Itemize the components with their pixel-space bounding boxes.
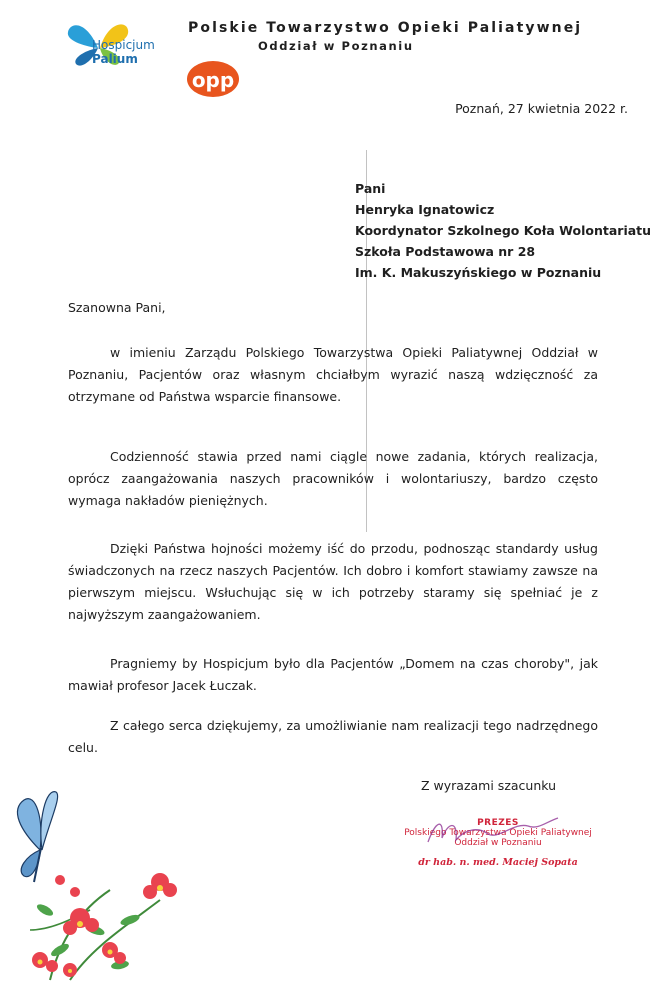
stamp-organization: Polskiego Towarzystwa Opieki Paliatywnej	[404, 828, 592, 838]
opp-badge-text: opp	[191, 68, 235, 92]
stamp-signatory-name: dr hab. n. med. Maciej Sopata	[418, 857, 578, 868]
body-paragraph: Z całego serca dziękujemy, za umożliwianie nam realizacji tego nadrzędnego celu.	[68, 718, 598, 755]
butterfly-flowers-decoration-icon	[0, 780, 200, 990]
organization-branch: Oddział w Poznaniu	[258, 39, 414, 53]
closing-phrase: Z wyrazami szacunku	[421, 778, 557, 793]
body-paragraph: Codzienność stawia przed nami ciągle nowe zadania, których realizacja, oprócz zaangażowania naszych pracowników i wolontariuszy, bardzo często wymaga nakładów pieniężnych.	[68, 449, 598, 508]
recipient-line: Henryka Ignatowicz	[355, 202, 495, 217]
salutation: Szanowna Pani,	[68, 300, 166, 315]
recipient-line: Koordynator Szkolnego Koła Wolontariatu	[355, 223, 652, 238]
stamp-title: PREZES	[477, 818, 519, 828]
recipient-line: Szkoła Podstawowa nr 28	[355, 244, 536, 259]
recipient-line: Pani	[355, 181, 386, 196]
logo-text-palium: Palium	[92, 52, 138, 66]
organization-name: Polskie Towarzystwo Opieki Paliatywnej	[188, 20, 583, 36]
logo-text-hospicjum: Hospicjum	[92, 38, 155, 52]
stamp-branch: Oddział w Poznaniu	[454, 838, 542, 848]
body-paragraph: w imieniu Zarządu Polskiego Towarzystwa Opieki Paliatywnej Oddział w Poznaniu, Pacjentów oraz własnym chciałbym wyrazić naszą wdzięczność za otrzymane od Państwa wsparcie finansowe.	[68, 345, 598, 404]
recipient-line: Im. K. Makuszyńskiego w Poznaniu	[355, 265, 602, 280]
handwritten-signature-icon	[418, 812, 568, 852]
opp-badge-icon	[186, 60, 240, 98]
body-paragraph: Dzięki Państwa hojności możemy iść do przodu, podnosząc standardy usług świadczonych na rzecz naszych Pacjentów. Ich dobro i komfort stawiamy zawsze na pierwszym miejscu. Wsłuchując się w ich potrzeby staramy się spełniać je z najwyższym zaangażowaniem.	[68, 541, 598, 622]
recipient-block	[355, 178, 651, 283]
body-paragraph: Pragniemy by Hospicjum było dla Pacjentów „Domem na czas choroby", jak mawiał profesor Jacek Łuczak.	[68, 656, 598, 693]
letter-date: Poznań, 27 kwietnia 2022 r.	[455, 101, 628, 116]
